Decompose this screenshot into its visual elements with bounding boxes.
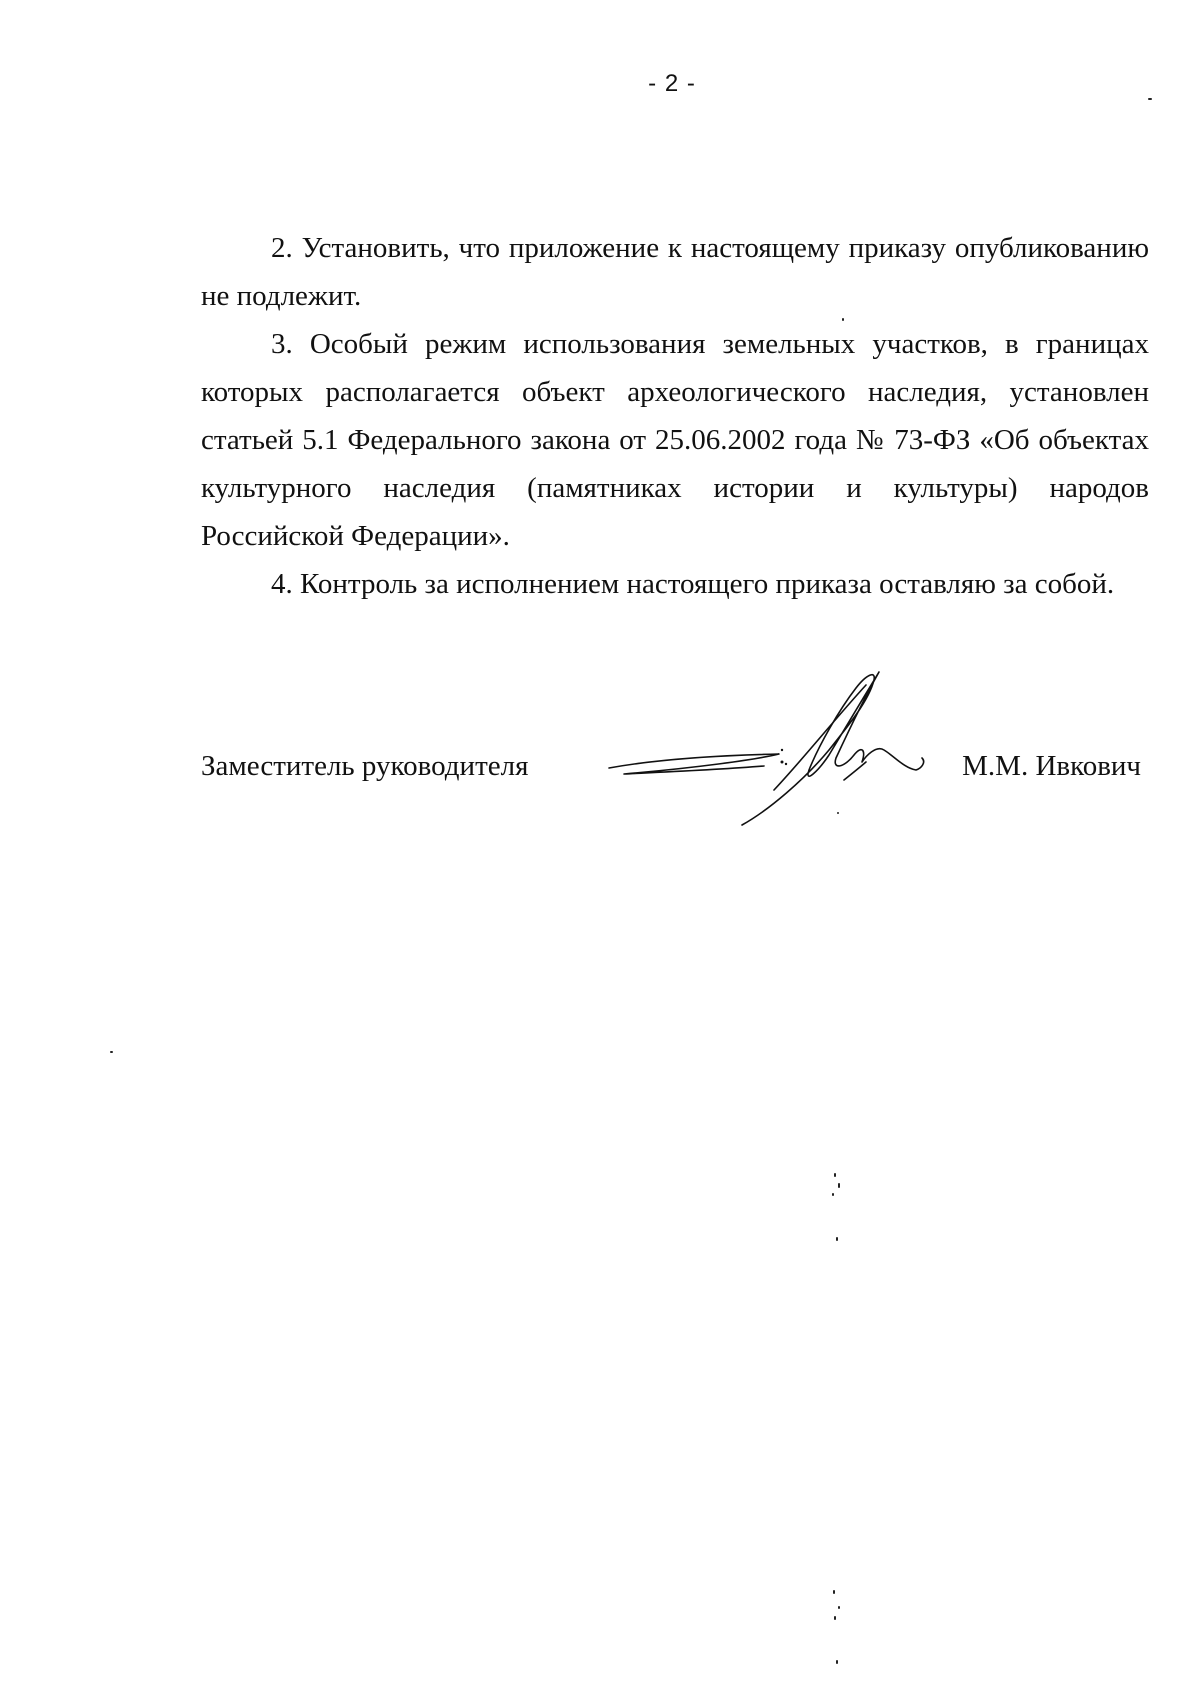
scan-speck (834, 1616, 836, 1620)
paragraph-4: 4. Контроль за исполнением настоящего приказа оставляю за собой. (271, 568, 1115, 600)
scan-speck (837, 812, 839, 814)
scan-speck (110, 1051, 113, 1053)
signatory-title: Заместитель руководителя (201, 750, 529, 782)
scan-speck (833, 1590, 835, 1594)
scan-speck (834, 1173, 836, 1177)
document-body (201, 224, 1149, 608)
scan-speck (842, 318, 844, 321)
scan-speck (836, 1237, 838, 1241)
paragraph-2: 2. Установить, что приложение к настоящему приказу опубликованию не подлежит. (201, 232, 1149, 312)
page-number: - 2 - (648, 70, 696, 97)
scan-speck (836, 1660, 838, 1664)
signatory-name: М.М. Ивкович (962, 750, 1141, 782)
scan-speck (838, 1606, 840, 1609)
scan-speck (1148, 98, 1152, 100)
paragraph-3: 3. Особый режим использования земельных участков, в границах которых располагается объект археологического наследия, установлен статьей 5.1 Федерального закона от 25.06.2002 года № 73-ФЗ «Об объектах культурного наследия (памятниках истории и культуры) народов Российской Федерации». (201, 328, 1149, 552)
scan-speck (838, 1183, 840, 1188)
scan-speck (832, 1193, 834, 1196)
handwritten-signature (604, 650, 934, 830)
